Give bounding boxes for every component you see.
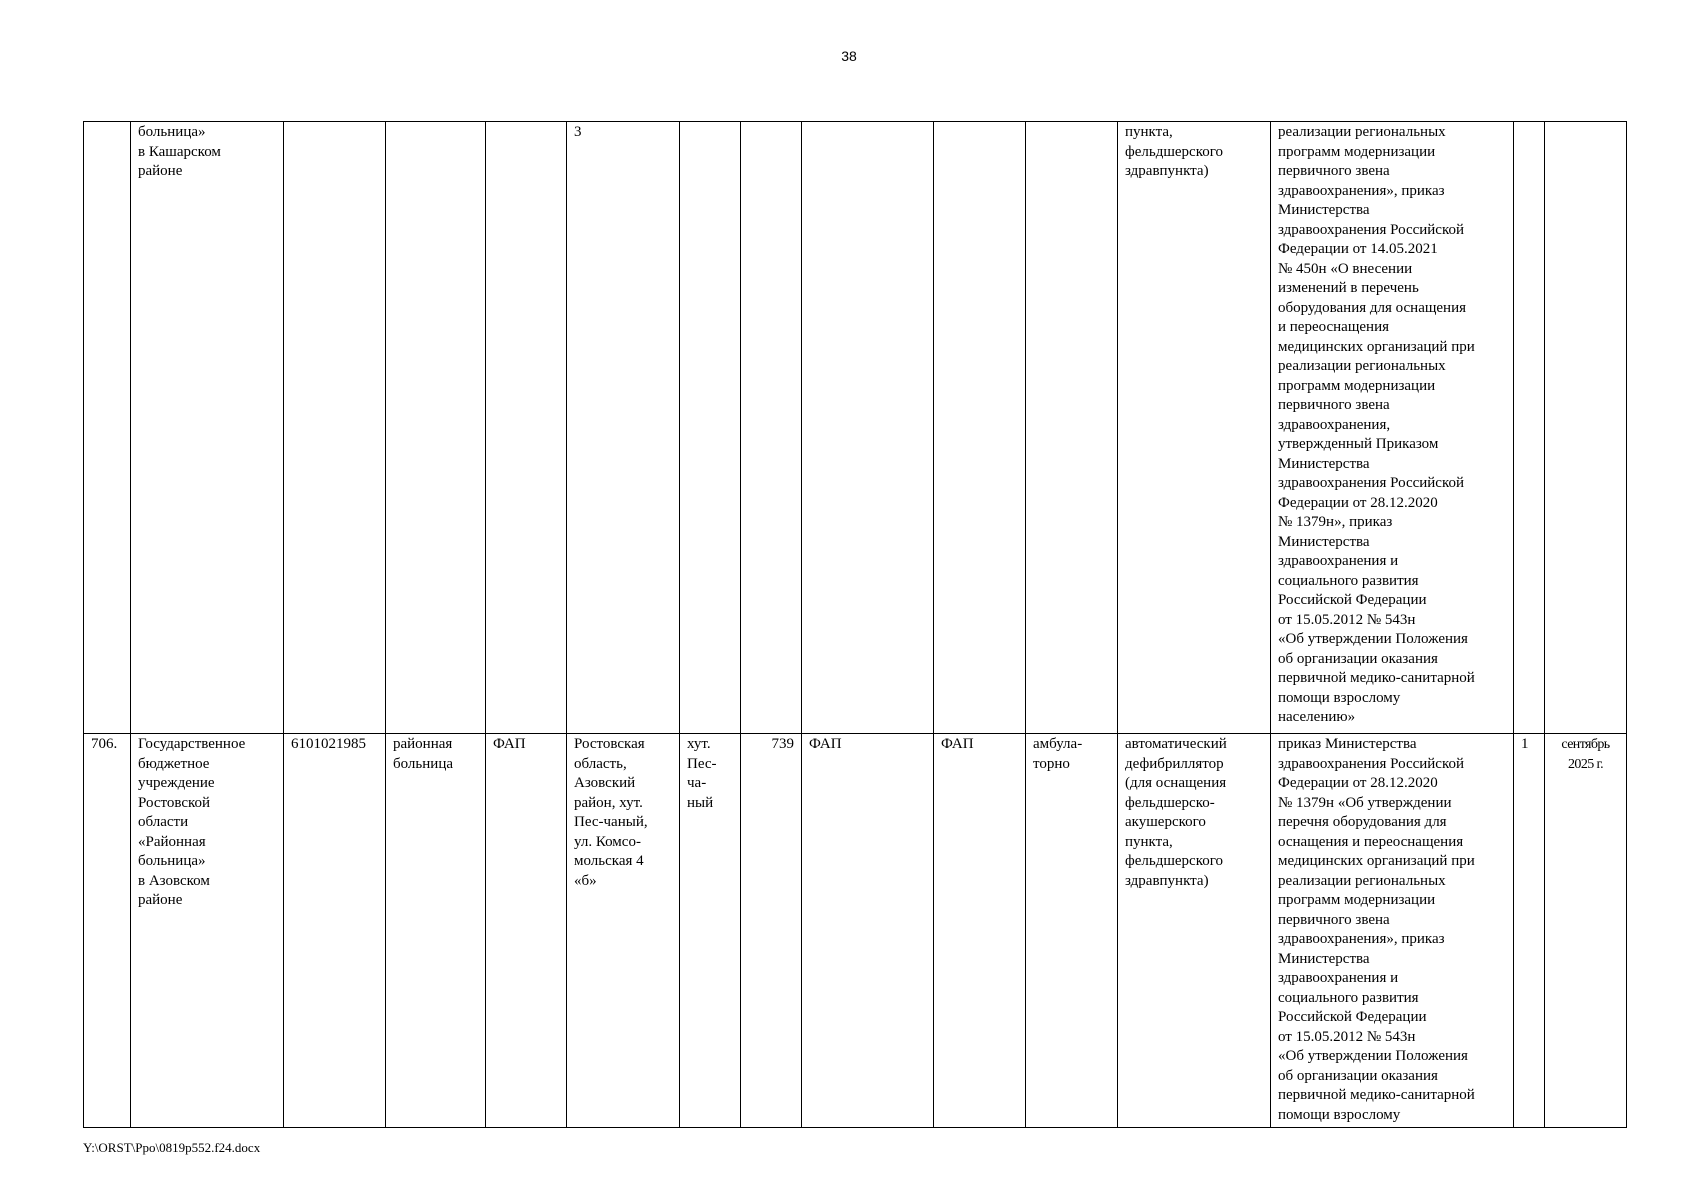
object-type-cell [486, 122, 567, 734]
unit-form-cell [802, 122, 934, 734]
quantity-cell: 1 [1514, 734, 1545, 1128]
institution-cell: Государственное бюджетное учреждение Ростовской области «Районная больница» в Азовском районе [131, 734, 284, 1128]
legal-basis-cell: реализации региональных программ модернизации первичного звена здравоохранения», приказ Министерства здравоохранения Российской Федерации от 14.05.2021 № 450н «О внесении изменений в перечень оборудования для оснащения и переоснащения медицинских организаций при реализации региональных программ модернизации первичного звена здравоохранения, утвержденный Приказом Министерства здравоохранения Российской Федерации от 28.12.2020 № 1379н», приказ Министерства здравоохранения и социального развития Российской Федерации от 15.05.2012 № 543н «Об утверждении Положения об организации оказания первичной медико-санитарной помощи взрослому населению» [1271, 122, 1514, 734]
unit-form-2-cell: ФАП [934, 734, 1026, 1128]
unit-form-cell: ФАП [802, 734, 934, 1128]
equipment-cell: пункта, фельдшерского здравпункта) [1118, 122, 1271, 734]
care-conditions-cell: амбула- торно [1026, 734, 1118, 1128]
table-row [84, 122, 1627, 734]
institution-type-cell: районная больница [386, 734, 486, 1128]
unit-form-2-cell [934, 122, 1026, 734]
delivery-date-cell: сентябрь 2025 г. [1545, 734, 1627, 1128]
population-cell [741, 122, 802, 734]
population-cell: 739 [741, 734, 802, 1128]
document-table [83, 121, 1627, 1128]
institution-cell: больница» в Кашарском районе [131, 122, 284, 734]
row-number-cell [84, 122, 131, 734]
object-type-cell: ФАП [486, 734, 567, 1128]
inn-cell [284, 122, 386, 734]
care-conditions-cell [1026, 122, 1118, 734]
page-number: 38 [841, 48, 857, 64]
institution-type-cell [386, 122, 486, 734]
delivery-date-cell [1545, 122, 1627, 734]
equipment-cell: автоматический дефибриллятор (для оснащения фельдшерско- акушерского пункта, фельдшерского здравпункта) [1118, 734, 1271, 1128]
legal-basis-cell: приказ Министерства здравоохранения Российской Федерации от 28.12.2020 № 1379н «Об утверждении перечня оборудования для оснащения и переоснащения медицинских организаций при реализации региональных программ модернизации первичного звена здравоохранения», приказ Министерства здравоохранения и социального развития Российской Федерации от 15.05.2012 № 543н «Об утверждении Положения об организации оказания первичной медико-санитарной помощи взрослому [1271, 734, 1514, 1128]
settlement-cell: хут. Пес- ча- ный [680, 734, 741, 1128]
file-path-footer: Y:\ORST\Ppo\0819p552.f24.docx [83, 1140, 261, 1155]
table-row [84, 734, 1627, 1128]
row-number-cell: 706. [84, 734, 131, 1128]
address-cell: Ростовская область, Азовский район, хут. Пес-чаный, ул. Комсо- мольская 4 «б» [567, 734, 680, 1128]
inn-cell: 6101021985 [284, 734, 386, 1128]
quantity-cell [1514, 122, 1545, 734]
address-cell: 3 [567, 122, 680, 734]
settlement-cell [680, 122, 741, 734]
